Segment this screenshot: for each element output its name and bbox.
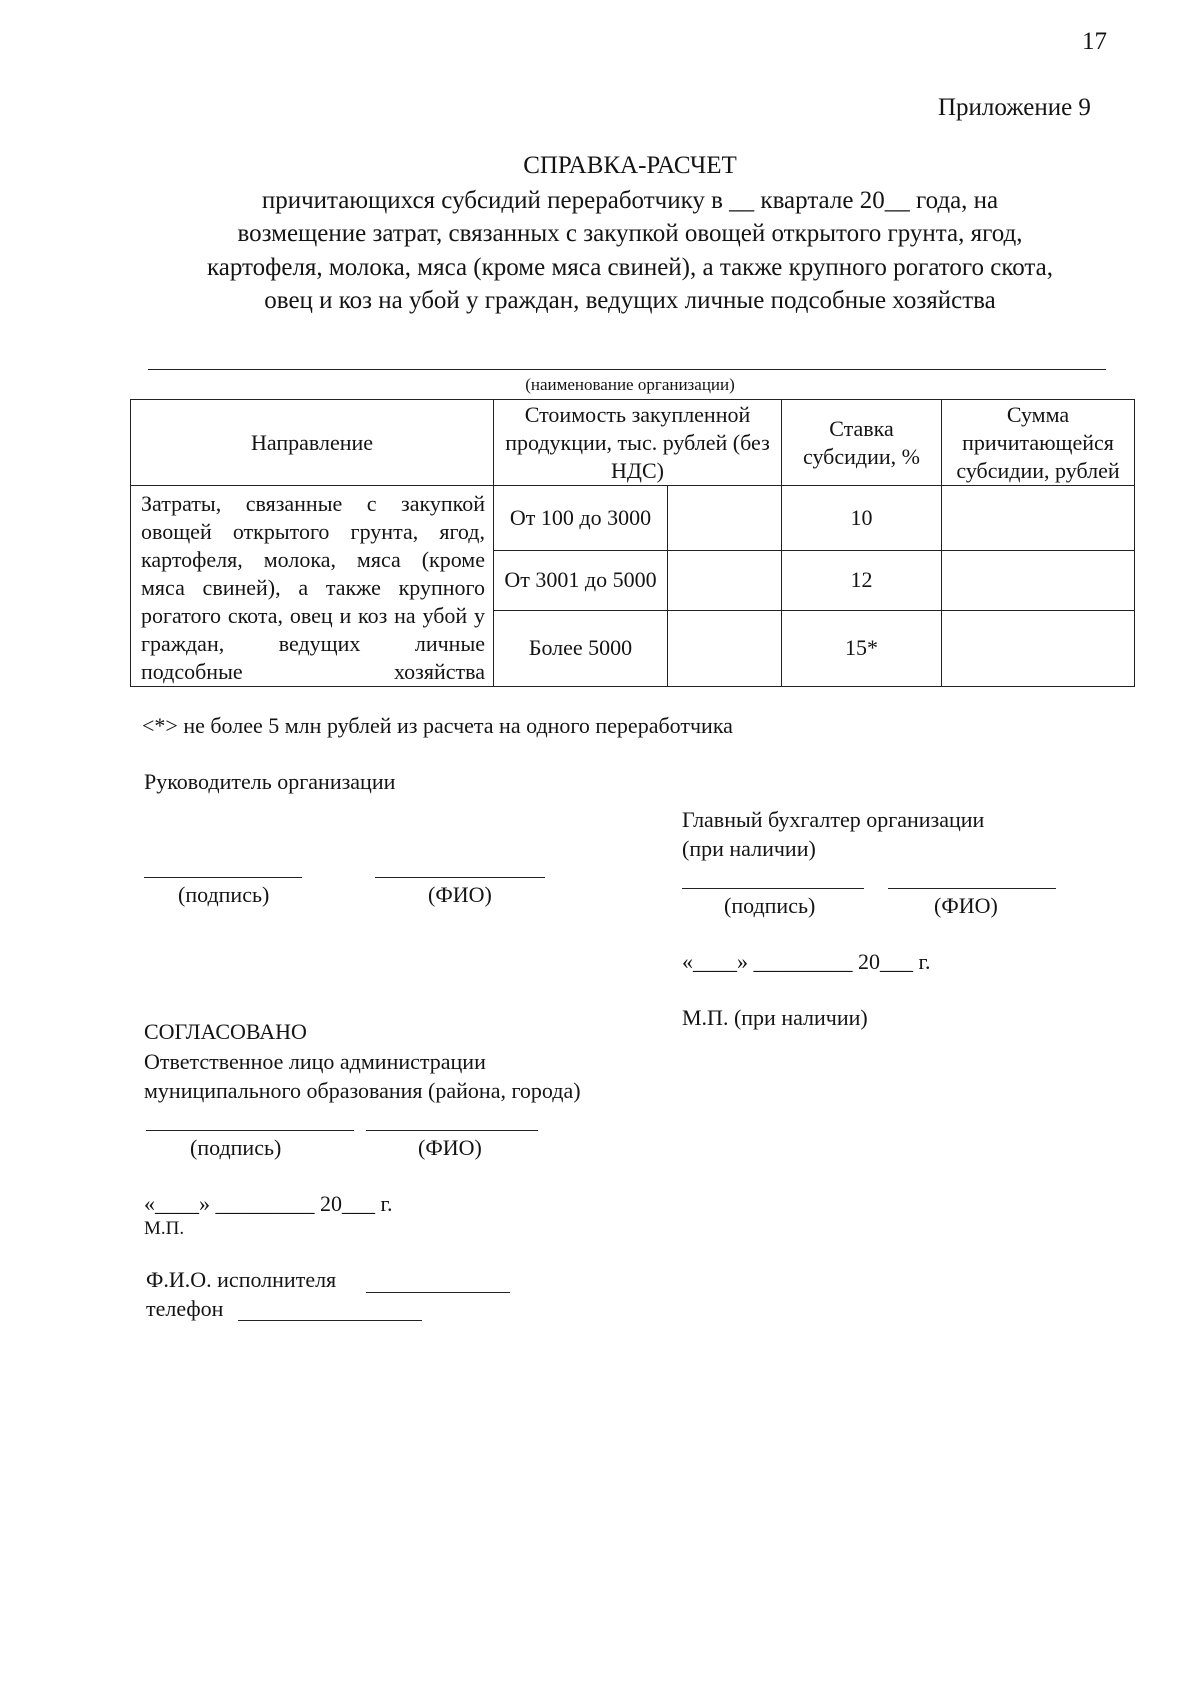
subtitle-line-3: картофеля, молока, мяса (кроме мяса свиней), а также крупного рогатого скота, — [207, 254, 1053, 281]
header-direction: Направление — [131, 400, 494, 486]
approved-line-2: муниципального образования (района, города) — [144, 1078, 581, 1103]
sum-cell — [942, 610, 1135, 686]
head-sign-caption: (подпись) — [178, 882, 270, 907]
approved-name-line — [366, 1130, 538, 1131]
range-extra-cell — [668, 550, 782, 610]
page-number: 17 — [1082, 28, 1107, 55]
rate-cell: 15* — [782, 610, 942, 686]
accountant-label-note: (при наличии) — [682, 836, 816, 861]
head-sign-line — [144, 877, 302, 878]
appendix-label: Приложение 9 — [938, 94, 1091, 121]
header-rate: Ставка субсидии, % — [782, 400, 942, 486]
footnote: <*> не более 5 млн рублей из расчета на одного переработчика — [142, 713, 733, 738]
subtitle-line-4: овец и коз на убой у граждан, ведущих личные подсобные хозяйства — [264, 287, 996, 314]
head-name-line — [375, 877, 545, 878]
range-extra-cell — [668, 610, 782, 686]
subtitle-line-1: причитающихся субсидий переработчику в __ квартале 20__ года, на — [261, 187, 999, 214]
accountant-sign-line — [682, 888, 864, 889]
accountant-stamp: М.П. (при наличии) — [682, 1005, 868, 1030]
approved-sign-line — [146, 1130, 354, 1131]
org-name-line — [148, 369, 1106, 370]
rate-cell: 12 — [782, 550, 942, 610]
approved-date: «____» _________ 20___ г. — [144, 1191, 393, 1216]
approved-sign-caption: (подпись) — [190, 1135, 282, 1160]
range-extra-cell — [668, 486, 782, 551]
accountant-sign-caption: (подпись) — [724, 893, 816, 918]
header-sum: Сумма причитающейся субсидии, рублей — [942, 400, 1135, 486]
head-name-caption: (ФИО) — [428, 882, 492, 907]
accountant-name-line — [888, 888, 1056, 889]
direction-cell — [131, 486, 494, 687]
approved-stamp: М.П. — [144, 1218, 185, 1239]
range-cell: Более 5000 — [494, 610, 668, 686]
executor-phone-line — [238, 1320, 422, 1321]
range-cell: От 3001 до 5000 — [494, 550, 668, 610]
org-name-caption: (наименование организации) — [525, 375, 735, 394]
accountant-label: Главный бухгалтер организации — [682, 807, 985, 832]
range-cell: От 100 до 3000 — [494, 486, 668, 551]
header-cost: Стоимость закупленной продукции, тыс. рублей (без НДС) — [494, 400, 782, 486]
subsidy-table — [130, 399, 1135, 687]
executor-name-label: Ф.И.О. исполнителя — [146, 1267, 337, 1292]
approved-name-caption: (ФИО) — [418, 1135, 482, 1160]
sum-cell — [942, 550, 1135, 610]
executor-phone-label: телефон — [146, 1296, 224, 1321]
accountant-name-caption: (ФИО) — [934, 893, 998, 918]
head-org-label: Руководитель организации — [144, 769, 396, 794]
executor-name-line — [366, 1292, 510, 1293]
direction-text: Затраты, связанные с закупкой овощей открытого грунта, ягод, картофеля, молока, мяса (кроме мяса свиней), а также крупного рогатого скота, овец и коз на убой у граждан, ведущих личные подсобные хозяйства — [141, 491, 485, 684]
approved-title: СОГЛАСОВАНО — [144, 1019, 307, 1044]
rate-cell: 10 — [782, 486, 942, 551]
accountant-date: «____» _________ 20___ г. — [682, 949, 931, 974]
table-row — [131, 486, 1135, 551]
table-header-row — [131, 400, 1135, 486]
approved-line-1: Ответственное лицо администрации — [144, 1049, 486, 1074]
subtitle-line-2: возмещение затрат, связанных с закупкой овощей открытого грунта, ягод, — [237, 220, 1023, 247]
document-title: СПРАВКА-РАСЧЕТ — [523, 152, 737, 179]
sum-cell — [942, 486, 1135, 551]
